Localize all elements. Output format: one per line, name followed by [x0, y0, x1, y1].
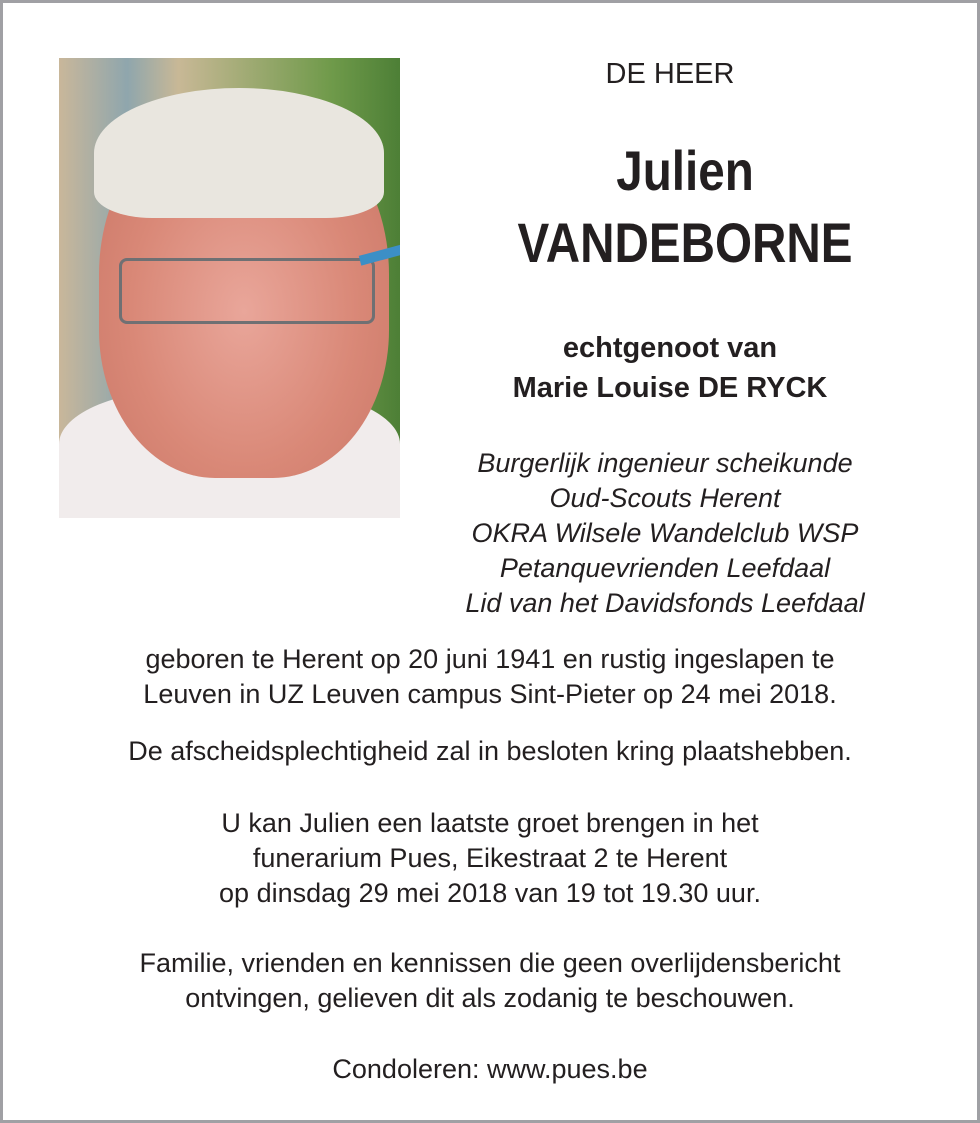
notice-line: ontvingen, gelieven dit als zodanig te beschouwen.: [185, 983, 795, 1013]
last-name: VANDEBORNE: [517, 211, 853, 274]
visit-paragraph: [0, 806, 980, 911]
spouse-name: Marie Louise DE RYCK: [512, 372, 828, 404]
role-item: Burgerlijk ingenieur scheikunde: [477, 448, 853, 478]
role-item: OKRA Wilsele Wandelclub WSP: [471, 518, 859, 548]
roles-list: [415, 446, 915, 621]
spouse-block: [420, 328, 920, 408]
photo-hair: [94, 88, 384, 218]
first-name: Julien: [616, 139, 754, 202]
birth-line: geboren te Herent op 20 juni 1941 en rustig ingeslapen te: [145, 644, 835, 674]
birth-line: Leuven in UZ Leuven campus Sint-Pieter op 24 mei 2018.: [143, 679, 837, 709]
portrait-photo: [59, 58, 400, 518]
ceremony-paragraph: [0, 734, 980, 769]
notice-paragraph: [0, 946, 980, 1016]
birth-paragraph: [0, 642, 980, 712]
visit-line: op dinsdag 29 mei 2018 van 19 tot 19.30 uur.: [219, 878, 761, 908]
condolences-link[interactable]: Condoleren: www.pues.be: [332, 1054, 648, 1084]
visit-line: U kan Julien een laatste groet brengen in het: [221, 808, 759, 838]
photo-glasses: [119, 258, 375, 324]
role-item: Lid van het Davidsfonds Leefdaal: [465, 588, 865, 618]
spouse-label: echtgenoot van: [562, 332, 778, 364]
ceremony-line: De afscheidsplechtigheid zal in besloten kring plaatshebben.: [128, 736, 852, 766]
title: DE HEER: [605, 58, 735, 90]
visit-line: funerarium Pues, Eikestraat 2 te Herent: [252, 843, 728, 873]
role-item: Oud-Scouts Herent: [549, 483, 781, 513]
role-item: Petanquevrienden Leefdaal: [499, 553, 831, 583]
notice-line: Familie, vrienden en kennissen die geen overlijdensbericht: [139, 948, 841, 978]
